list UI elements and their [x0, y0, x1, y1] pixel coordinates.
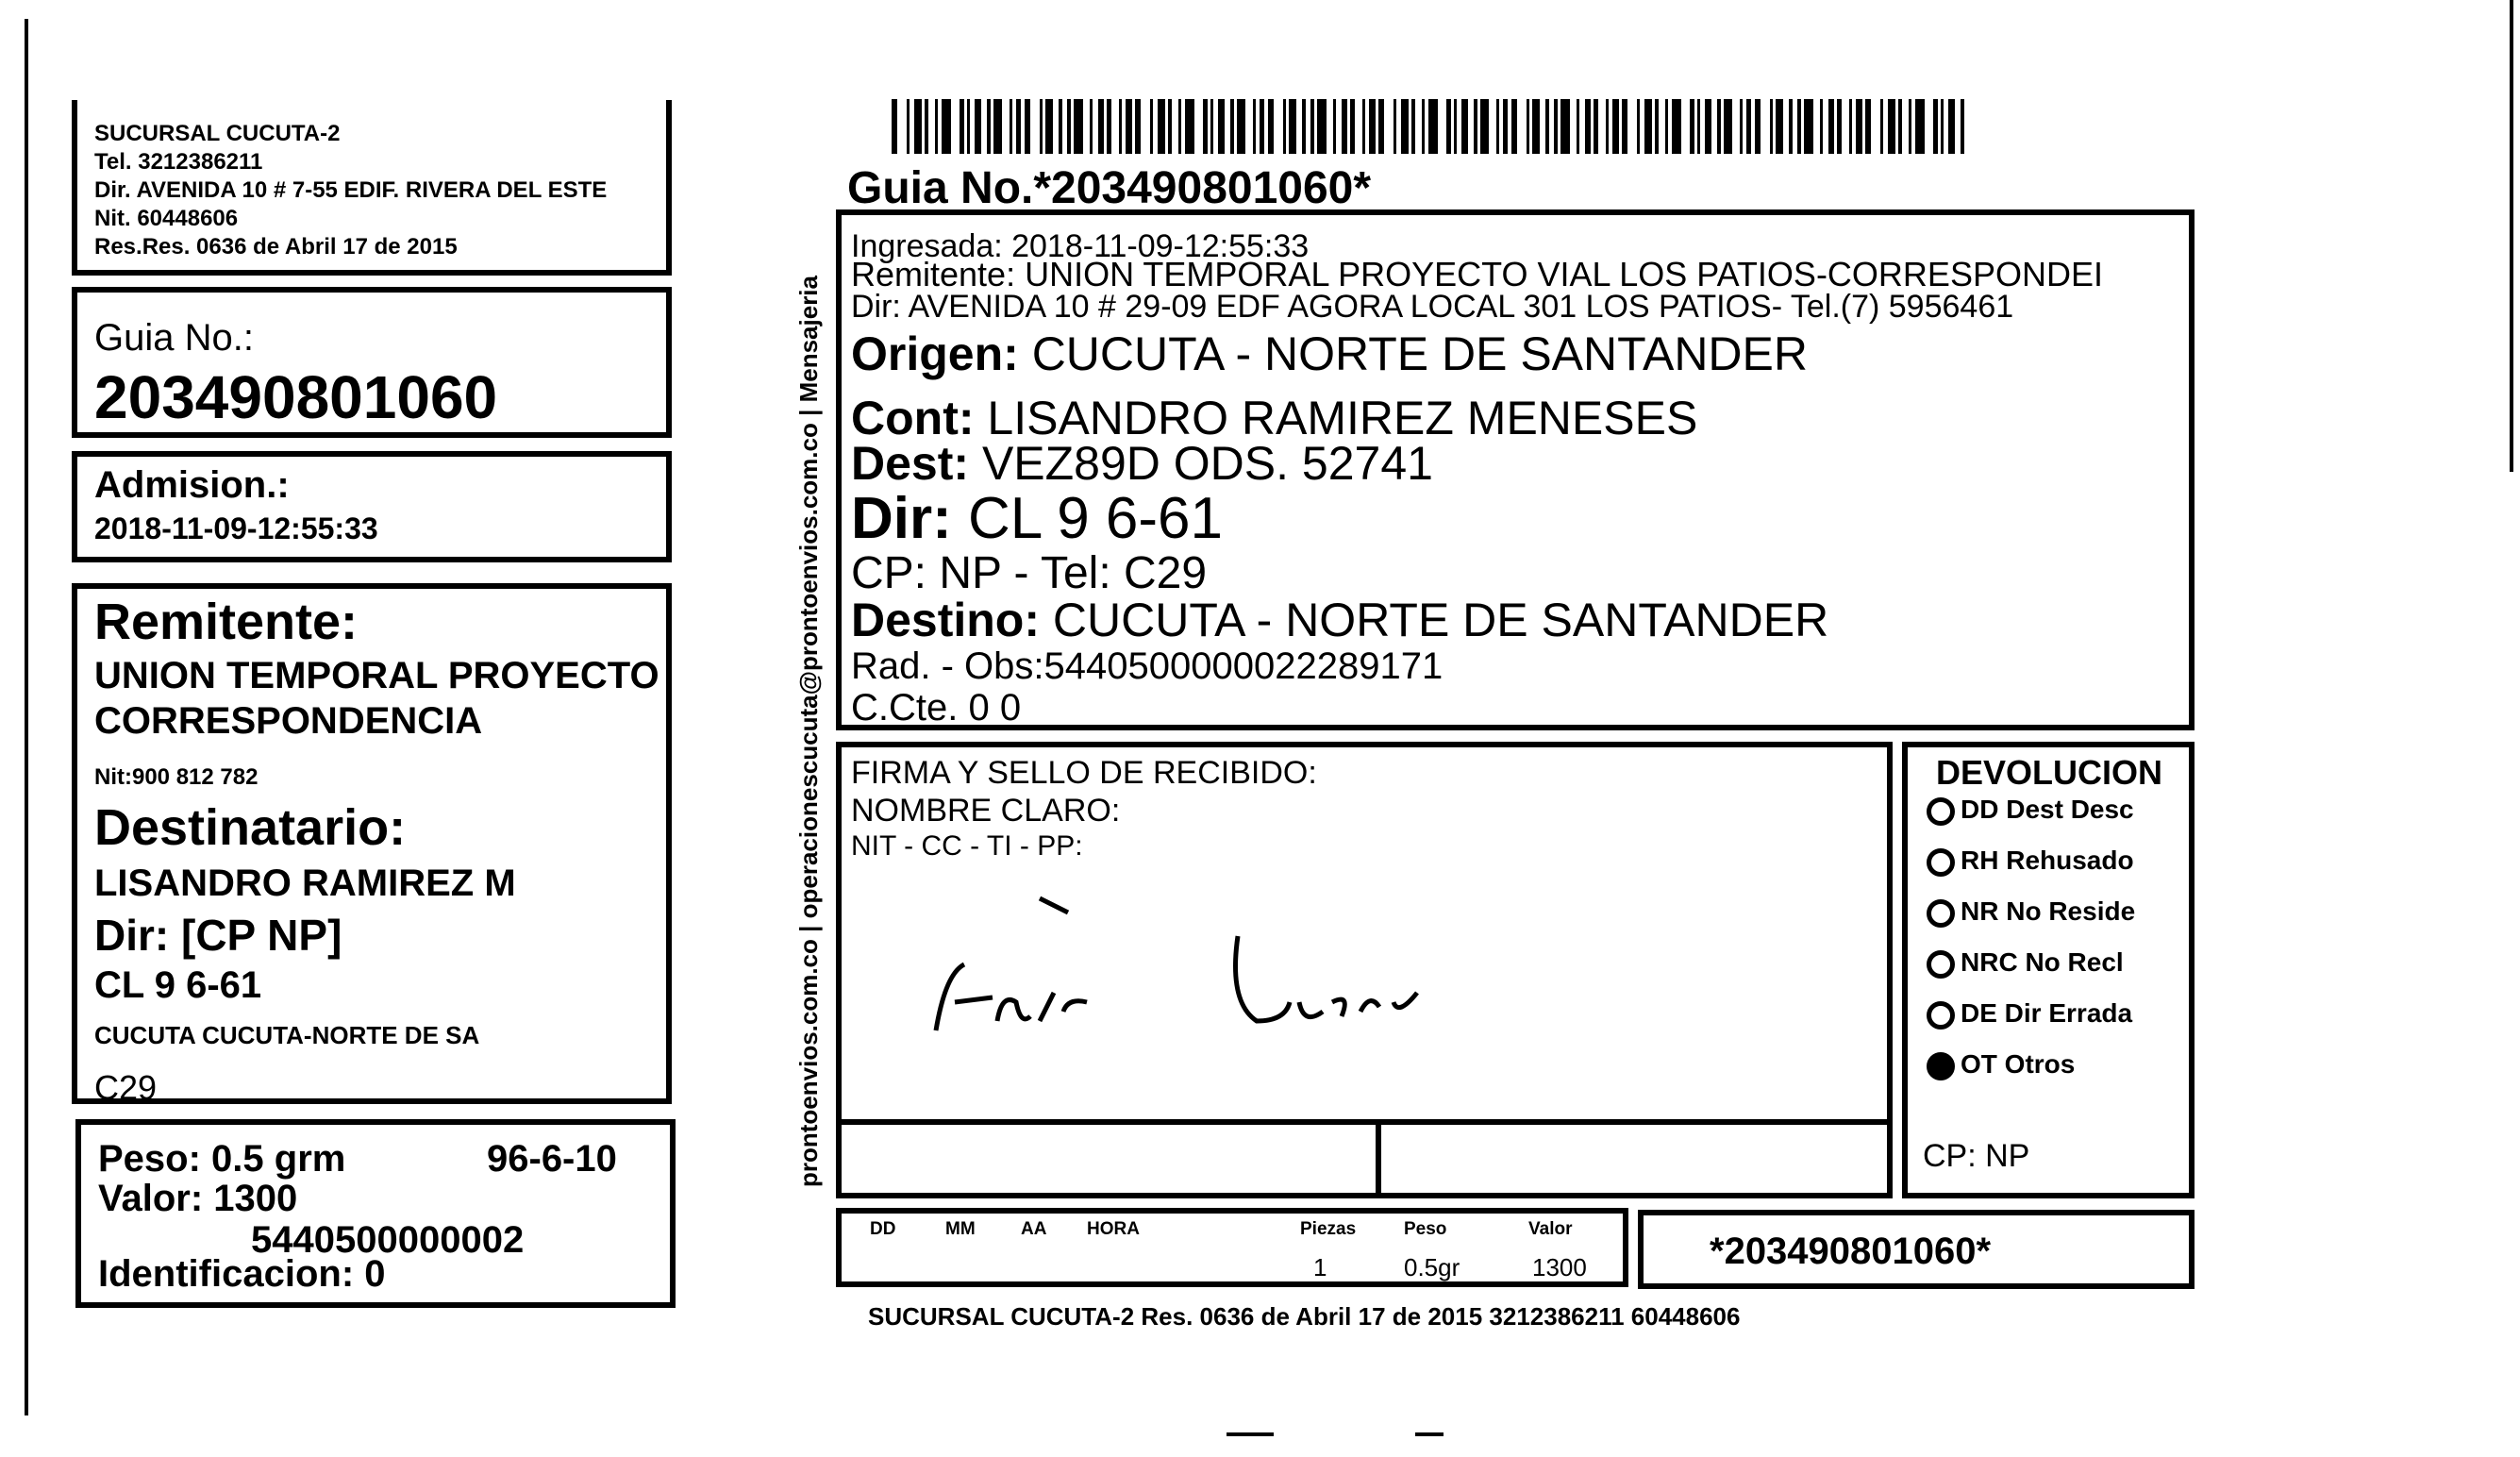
devolucion-box: [1902, 742, 2195, 1198]
nit-label: NIT - CC - TI - PP:: [851, 830, 1083, 862]
barcode-bar: [1637, 99, 1640, 154]
barcode-bar: [1865, 99, 1871, 154]
radio-icon: [1927, 950, 1955, 979]
cont-label: Cont:: [851, 392, 975, 444]
barcode-bar: [1461, 99, 1468, 154]
barcode-bar: [1776, 99, 1783, 154]
stub-identificacion: Identificacion: 0: [98, 1253, 386, 1295]
destinatario-label: Destinatario:: [94, 799, 407, 856]
barcode-bar: [1342, 99, 1347, 154]
ingresada: Ingresada: 2018-11-09-12:55:33: [851, 228, 1310, 264]
scan-edge-right: [2510, 0, 2513, 472]
barcode-bar: [1909, 99, 1911, 154]
col-piezas: Piezas: [1300, 1219, 1357, 1239]
branch-info-box: [72, 100, 672, 276]
barcode-bar: [1690, 99, 1694, 154]
barcode-bar: [1746, 99, 1751, 154]
barcode-bar: [1755, 99, 1761, 154]
barcode-bar: [1797, 99, 1801, 154]
barcode-bar: [1401, 99, 1409, 154]
signature-divider: [842, 1119, 1889, 1125]
stub-city: CUCUTA CUCUTA-NORTE DE SA: [94, 1021, 480, 1049]
barcode-bar: [1585, 99, 1591, 154]
guia-header: Guia No.*203490801060*: [847, 163, 1372, 213]
barcode-bar: [1554, 99, 1558, 154]
branch-tel: Tel. 3212386211: [94, 149, 263, 175]
admision-label: Admision.:: [94, 464, 290, 506]
origen-value: CUCUTA - NORTE DE SANTANDER: [1031, 327, 1808, 380]
barcode-bar: [1230, 99, 1234, 154]
footer-branch-info: SUCURSAL CUCUTA-2 Res. 0636 de Abril 17 de 2015 3212386211 60448606: [868, 1302, 1741, 1331]
barcode-bar: [1828, 99, 1834, 154]
barcode-bar: [975, 99, 981, 154]
barcode-bar: [1168, 99, 1172, 154]
barcode-bar: [1302, 99, 1306, 154]
barcode-text-box: [1638, 1210, 2195, 1289]
barcode-bar: [1045, 99, 1053, 154]
barcode-bar: [993, 99, 1002, 154]
barcode-bar: [1697, 99, 1700, 154]
barcode-bar: [1260, 99, 1264, 154]
handwritten-signature: [926, 861, 1587, 1049]
signature-cell-divider: [1376, 1119, 1381, 1195]
barcode-bar: [892, 99, 897, 154]
barcode-bar: [1394, 99, 1396, 154]
col-valor: Valor: [1528, 1219, 1573, 1239]
barcode-bar: [1158, 99, 1165, 154]
barcode-bar: [1126, 99, 1132, 154]
branch-resolution: Res.Res. 0636 de Abril 17 de 2015: [94, 234, 458, 260]
barcode-bar: [1644, 99, 1652, 154]
barcode-bar: [1237, 99, 1245, 154]
branch-name: SUCURSAL CUCUTA-2: [94, 121, 341, 146]
col-aa: AA: [1021, 1219, 1047, 1239]
cont-value: LISANDRO RAMIREZ MENESES: [987, 392, 1698, 444]
barcode-bar: [1074, 99, 1083, 154]
barcode-bar: [1961, 99, 1964, 154]
col-peso: Peso: [1404, 1219, 1447, 1239]
radio-icon: [1927, 1001, 1955, 1030]
dir-label: Dir:: [851, 486, 952, 551]
barcode-bar: [1135, 99, 1141, 154]
scan-edge-left: [25, 19, 28, 1415]
stub-dir-cp: Dir: [CP NP]: [94, 911, 342, 960]
barcode-bar: [1253, 99, 1256, 154]
dest-label: Dest:: [851, 437, 970, 490]
barcode-bar: [1941, 99, 1944, 154]
barcode-bar: [1511, 99, 1517, 154]
barcode-bar: [1948, 99, 1955, 154]
barcode-bar: [1178, 99, 1181, 154]
barcode-bar: [1067, 99, 1071, 154]
rad-obs: Rad. - Obs:5440500000022289171: [851, 645, 1444, 687]
barcode-bar: [1898, 99, 1902, 154]
destino-value: CUCUTA - NORTE DE SANTANDER: [1052, 594, 1829, 646]
barcode-bar: [1474, 99, 1477, 154]
barcode-bar: [1837, 99, 1842, 154]
barcode-bar: [1422, 99, 1425, 154]
radio-icon: [1927, 899, 1955, 928]
destinatario-name: LISANDRO RAMIREZ M: [94, 862, 516, 904]
barcode-bar: [1789, 99, 1793, 154]
remitente-dir: Dir: AVENIDA 10 # 29-09 EDF AGORA LOCAL 301 LOS PATIOS- Tel.(7) 5956461: [851, 289, 2014, 325]
barcode-bar: [960, 99, 964, 154]
barcode-bar: [1577, 99, 1579, 154]
barcode-bar: [1820, 99, 1823, 154]
barcode-bar: [1672, 99, 1681, 154]
vertical-contact-text: prontoenvios.com.co | operacionescucuta@prontoenvios.com.co | Mensajeria: [794, 276, 823, 1188]
devolucion-option-nrc[interactable]: NRC No Recl: [1927, 947, 2124, 979]
barcode-bar: [1016, 99, 1021, 154]
barcode-bar: [967, 99, 970, 154]
barcode-bar: [1150, 99, 1153, 154]
stub-ref: 5440500000002: [251, 1219, 525, 1261]
stub-guia-label: Guia No.:: [94, 317, 254, 359]
barcode-bar: [1655, 99, 1659, 154]
remitente-label: Remitente:: [94, 594, 359, 650]
stub-peso: Peso: 0.5 grm: [98, 1138, 346, 1180]
barcode-bar: [1496, 99, 1499, 154]
radio-icon: [1927, 848, 1955, 877]
stub-valor: Valor: 1300: [98, 1178, 298, 1219]
remitente-line2: CORRESPONDENCIA: [94, 700, 483, 742]
col-dd: DD: [870, 1219, 896, 1239]
piezas-value: 1: [1313, 1253, 1327, 1281]
branch-dir: Dir. AVENIDA 10 # 7-55 EDIF. RIVERA DEL ESTE: [94, 177, 608, 203]
barcode-bar: [1849, 99, 1852, 154]
remitente-line1: UNION TEMPORAL PROYECTO: [94, 655, 659, 696]
barcode-bar: [1740, 99, 1743, 154]
barcode-bar: [1933, 99, 1938, 154]
barcode-bar: [1665, 99, 1668, 154]
barcode-bar: [925, 99, 928, 154]
peso-value: 0.5gr: [1404, 1253, 1460, 1281]
devolucion-option-de[interactable]: DE Dir Errada: [1927, 998, 2132, 1030]
barcode-bar: [1317, 99, 1327, 154]
destino-label: Destino:: [851, 594, 1040, 646]
devolucion-title: DEVOLUCION: [1936, 753, 2163, 792]
barcode-bar: [1310, 99, 1314, 154]
barcode-bar: [1503, 99, 1508, 154]
devolucion-option-dd[interactable]: DD Dest Desc: [1927, 795, 2134, 826]
barcode-bar: [1545, 99, 1549, 154]
barcode-bar: [1915, 99, 1925, 154]
col-hora: HORA: [1087, 1219, 1140, 1239]
barcode-bar: [1098, 99, 1104, 154]
stub-guia-number: 203490801060: [94, 363, 498, 431]
barcode-bar: [1527, 99, 1529, 154]
barcode-bar: [1705, 99, 1711, 154]
dest-value: VEZ89D ODS. 52741: [981, 437, 1433, 490]
barcode-bar: [1025, 99, 1030, 154]
barcode: [892, 99, 1977, 154]
barcode-bar: [1107, 99, 1111, 154]
stub-tel: C29: [94, 1068, 158, 1107]
barcode-bar: [1480, 99, 1489, 154]
barcode-bar: [1283, 99, 1286, 154]
devolucion-option-rh[interactable]: RH Rehusado: [1927, 846, 2134, 877]
radio-icon: [1927, 797, 1955, 826]
barcode-bar: [942, 99, 951, 154]
firma-label: FIRMA Y SELLO DE RECIBIDO:: [851, 755, 1317, 791]
barcode-text: *203490801060*: [1710, 1231, 1992, 1272]
branch-nit: Nit. 60448606: [94, 206, 239, 231]
barcode-bar: [1454, 99, 1457, 154]
stub-address-box: [72, 583, 672, 1107]
devolucion-cp: CP: NP: [1923, 1138, 2030, 1174]
barcode-bar: [1040, 99, 1043, 154]
barcode-bar: [1770, 99, 1773, 154]
signature-box: [836, 742, 1893, 1198]
barcode-bar: [1804, 99, 1813, 154]
barcode-bar: [1289, 99, 1296, 154]
stub-peso-box: [75, 1119, 676, 1308]
barcode-bar: [1622, 99, 1627, 154]
stub-guia-box: [72, 287, 672, 438]
barcode-bar: [1856, 99, 1862, 154]
barcode-bar: [1428, 99, 1438, 154]
barcode-bar: [1059, 99, 1062, 154]
barcode-bar: [1185, 99, 1194, 154]
stub-dir-address: CL 9 6-61: [94, 964, 262, 1006]
scan-mark-bottom: [1227, 1432, 1274, 1436]
barcode-bar: [1532, 99, 1540, 154]
shipment-details-box: [836, 209, 2195, 730]
remitente-full: Remitente: UNION TEMPORAL PROYECTO VIAL LOS PATIOS-CORRESPONDEI: [851, 255, 2103, 293]
barcode-bar: [1268, 99, 1274, 154]
nombre-label: NOMBRE CLARO:: [851, 793, 1121, 829]
barcode-bar: [1880, 99, 1883, 154]
col-mm: MM: [945, 1219, 976, 1239]
barcode-bar: [1446, 99, 1451, 154]
devolucion-option-nr[interactable]: NR No Reside: [1927, 896, 2135, 928]
origen-label: Origen:: [851, 327, 1019, 380]
barcode-bar: [1210, 99, 1213, 154]
barcode-bar: [1594, 99, 1598, 154]
barcode-bar: [1717, 99, 1721, 154]
barcode-bar: [1606, 99, 1609, 154]
barcode-bar: [1362, 99, 1365, 154]
barcode-bar: [1612, 99, 1619, 154]
stub-code: 96-6-10: [487, 1138, 617, 1180]
barcode-bar: [907, 99, 910, 154]
barcode-bar: [1411, 99, 1415, 154]
radio-checked-icon: [1927, 1052, 1955, 1080]
cp-tel: CP: NP - Tel: C29: [851, 548, 1208, 598]
barcode-bar: [1369, 99, 1376, 154]
barcode-bar: [1090, 99, 1093, 154]
devolucion-option-ot[interactable]: OT Otros: [1927, 1049, 2075, 1080]
barcode-bar: [935, 99, 938, 154]
remitente-nit: Nit:900 812 782: [94, 764, 259, 790]
barcode-bar: [1378, 99, 1384, 154]
dir-value: CL 9 6-61: [968, 486, 1223, 551]
barcode-bar: [914, 99, 922, 154]
scan-mark-bottom: [1415, 1432, 1444, 1436]
barcode-bar: [1333, 99, 1336, 154]
valor-value: 1300: [1532, 1253, 1587, 1281]
barcode-bar: [1350, 99, 1355, 154]
barcode-bar: [1203, 99, 1208, 154]
cuenta-corriente: C.Cte. 0 0: [851, 687, 1022, 728]
admision-value: 2018-11-09-12:55:33: [94, 511, 378, 545]
barcode-bar: [987, 99, 991, 154]
barcode-bar: [1888, 99, 1895, 154]
summary-table: [836, 1208, 1628, 1287]
barcode-bar: [1560, 99, 1570, 154]
barcode-bar: [1218, 99, 1225, 154]
barcode-bar: [1724, 99, 1732, 154]
barcode-bar: [1010, 99, 1012, 154]
admision-box: [72, 451, 672, 562]
barcode-bar: [1119, 99, 1122, 154]
